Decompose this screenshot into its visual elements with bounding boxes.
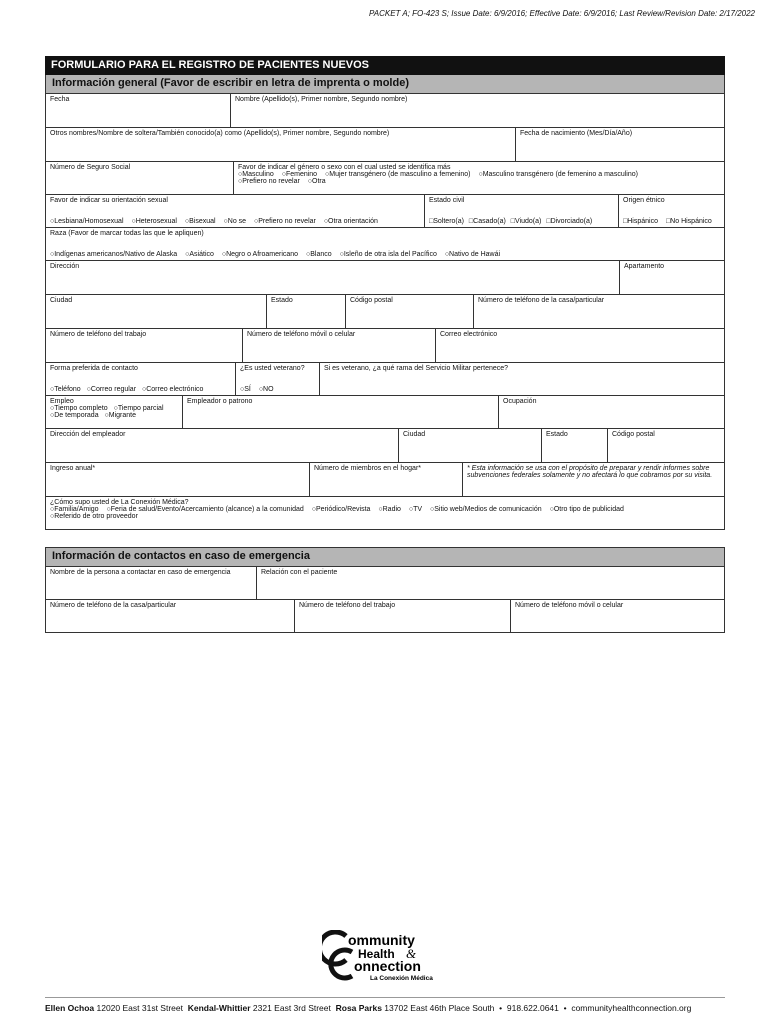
emergency-work-phone-label: Número de teléfono del trabajo (299, 602, 396, 609)
race-label: Raza (Favor de marcar todas las que le apliquen) (50, 230, 204, 237)
household-members-label: Número de miembros en el hogar* (314, 465, 421, 472)
date-label: Fecha (50, 96, 70, 103)
form-title: FORMULARIO PARA EL REGISTRO DE PACIENTES NUEVOS (45, 56, 725, 75)
orientation-option[interactable]: ○ Lesbiana/Homosexual (50, 218, 124, 225)
occupation-field[interactable] (499, 396, 724, 428)
ethnicity-label: Origen étnico (623, 197, 665, 204)
referral-option[interactable]: ○ Periódico/Revista (312, 506, 371, 513)
employment-option[interactable]: ○ Migrante (105, 412, 136, 419)
mobile-phone-field[interactable] (243, 329, 436, 362)
address-field[interactable] (46, 261, 620, 294)
other-names-field[interactable] (46, 128, 516, 161)
employment-group (46, 396, 183, 428)
name-field[interactable] (231, 94, 724, 127)
race-option[interactable]: ○ Nativo de Hawái (445, 251, 500, 258)
section-emergency-title: Información de contactos en caso de emergencia (45, 547, 725, 567)
emergency-home-phone-label: Número de teléfono de la casa/particular (50, 602, 177, 609)
city-label: Ciudad (50, 297, 73, 304)
name-label: Nombre (Apellido(s), Primer nombre, Segundo nombre) (235, 96, 408, 103)
emergency-relationship-label: Relación con el paciente (261, 569, 338, 576)
referral-source-group (46, 497, 724, 529)
apartment-field[interactable] (620, 261, 724, 294)
employer-zip-field[interactable] (608, 429, 724, 462)
employer-city-field[interactable] (399, 429, 542, 462)
footer-location-1-address: 12020 East 31st Street (96, 1003, 183, 1013)
footer-location-3-address: 13702 East 46th Place South (384, 1003, 495, 1013)
footer-location-1-name: Ellen Ochoa (45, 1003, 95, 1013)
orientation-option[interactable]: ○ Otra orientación (324, 218, 378, 225)
email-label: Correo electrónico (440, 331, 498, 338)
race-option[interactable]: ○ Indígenas americanos/Nativo de Alaska (50, 251, 177, 258)
employment-option[interactable]: ○ De temporada (50, 412, 99, 419)
orientation-option[interactable]: ○ Heterosexual (131, 218, 176, 225)
referral-option[interactable]: ○ Radio (378, 506, 401, 513)
contact-method-option[interactable]: ○ Correo regular (87, 386, 136, 393)
contact-method-group (46, 363, 236, 395)
emergency-contact-name-label: Nombre de la persona a contactar en caso de emergencia (50, 569, 231, 576)
gender-group (234, 162, 724, 194)
ethnicity-group (619, 195, 724, 227)
ssn-field[interactable] (46, 162, 234, 194)
footer-separator: • (561, 1003, 569, 1013)
employer-city-label: Ciudad (403, 431, 426, 438)
military-branch-field[interactable] (320, 363, 724, 395)
work-phone-label: Número de teléfono del trabajo (50, 331, 147, 338)
gender-option[interactable]: ○ Prefiero no revelar (238, 178, 300, 185)
contact-method-option[interactable]: ○ Teléfono (50, 386, 81, 393)
gender-option[interactable]: ○ Masculino (238, 171, 274, 178)
gender-option[interactable]: ○ Masculino transgénero (de femenino a masculino) (478, 171, 637, 178)
marital-option[interactable]: □ Viudo(a) (511, 218, 542, 225)
race-option[interactable]: ○ Isleño de otra isla del Pacífico (340, 251, 437, 258)
orientation-option[interactable]: ○ Prefiero no revelar (254, 218, 316, 225)
household-members-field[interactable] (310, 463, 463, 496)
referral-source-label: ¿Cómo supo usted de La Conexión Médica? (50, 499, 189, 506)
footer-location-2-address: 2321 East 3rd Street (252, 1003, 331, 1013)
state-field[interactable] (267, 295, 346, 328)
work-phone-field[interactable] (46, 329, 243, 362)
ethnicity-option[interactable]: □ Hispánico (623, 218, 658, 225)
race-group (46, 228, 724, 260)
zip-label: Código postal (350, 297, 393, 304)
military-branch-label: Si es veterano, ¿a qué rama del Servicio Militar pertenece? (324, 365, 509, 372)
orientation-option[interactable]: ○ No se (224, 218, 247, 225)
logo-line2: Health (358, 947, 395, 961)
employer-label: Empleador o patrono (187, 398, 253, 405)
gender-label: Favor de indicar el género o sexo con el cual usted se identifica más (238, 164, 451, 171)
employer-address-label: Dirección del empleador (50, 431, 126, 438)
race-option[interactable]: ○ Asiático (185, 251, 214, 258)
home-phone-label: Número de teléfono de la casa/particular (478, 297, 605, 304)
footer-location-3-name: Rosa Parks (335, 1003, 382, 1013)
veteran-group (236, 363, 320, 395)
marital-option[interactable]: □ Casado(a) (469, 218, 506, 225)
veteran-option[interactable]: ○ NO (259, 386, 274, 393)
ethnicity-option[interactable]: □ No Hispánico (666, 218, 712, 225)
referral-option[interactable]: ○ TV (409, 506, 422, 513)
birthdate-label: Fecha de nacimiento (Mes/Día/Año) (520, 130, 633, 137)
annual-income-label: Ingreso anual* (50, 465, 96, 472)
logo-amp: & (406, 946, 417, 961)
logo-line1: ommunity (348, 932, 415, 948)
emergency-home-phone-field[interactable] (46, 600, 295, 632)
state-label: Estado (271, 297, 293, 304)
contact-method-option[interactable]: ○ Correo electrónico (142, 386, 203, 393)
referral-option[interactable]: ○ Sitio web/Medios de comunicación (430, 506, 542, 513)
marital-option[interactable]: □ Soltero(a) (429, 218, 464, 225)
registration-form (45, 56, 725, 633)
city-field[interactable] (46, 295, 267, 328)
emergency-mobile-phone-field[interactable] (511, 600, 724, 632)
home-phone-field[interactable] (474, 295, 724, 328)
orientation-group (46, 195, 425, 227)
birthdate-field[interactable] (516, 128, 724, 161)
date-field[interactable] (46, 94, 231, 127)
referral-option[interactable]: ○ Familia/Amigo (50, 506, 99, 513)
emergency-contact-name-field[interactable] (46, 567, 257, 599)
marital-status-group (425, 195, 619, 227)
race-option[interactable]: ○ Negro o Afroamericano (222, 251, 298, 258)
footer-phone: 918.622.0641 (506, 1003, 559, 1013)
footer-separator: • (496, 1003, 505, 1013)
veteran-label: ¿Es usted veterano? (240, 365, 305, 372)
address-label: Dirección (50, 263, 80, 270)
footer-location-2-name: Kendal-Whittier (187, 1003, 251, 1013)
gender-option[interactable]: ○ Femenino (282, 171, 317, 178)
document-header: PACKET A; FO-423 S; Issue Date: 6/9/2016; Effective Date: 6/9/2016; Last Review/Revision Date: 2/17/2022 (369, 9, 755, 18)
employer-address-field[interactable] (46, 429, 399, 462)
emergency-relationship-field[interactable] (257, 567, 724, 599)
emergency-work-phone-field[interactable] (295, 600, 511, 632)
logo-tagline: La Conexión Médica (370, 975, 433, 982)
orientation-label: Favor de indicar su orientación sexual (50, 197, 168, 204)
referral-option[interactable]: ○ Referido de otro proveedor (50, 513, 138, 520)
section-general-title: Información general (Favor de escribir en letra de imprenta o molde) (45, 75, 725, 94)
employer-field[interactable] (183, 396, 499, 428)
logo-line3: onnection (354, 958, 421, 974)
mobile-phone-label: Número de teléfono móvil o celular (247, 331, 356, 338)
employer-zip-label: Código postal (612, 431, 655, 438)
zip-field[interactable] (346, 295, 474, 328)
race-option[interactable]: ○ Blanco (306, 251, 332, 258)
orientation-option[interactable]: ○ Bisexual (185, 218, 216, 225)
gender-option[interactable]: ○ Mujer transgénero (de masculino a femenino) (325, 171, 470, 178)
veteran-option[interactable]: ○ SÍ (240, 386, 251, 393)
income-note: * Esta información se usa con el propósito de preparar y rendir informes sobre subvenciones federales solamente y no afectará lo que cobramos por su visita. (467, 465, 713, 479)
footer-website-link[interactable]: communityhealthconnection.org (571, 1003, 692, 1013)
other-names-label: Otros nombres/Nombre de soltera/También conocido(a) como (Apellido(s), Primer nombre, Segundo nombre) (50, 130, 390, 137)
employer-state-field[interactable] (542, 429, 608, 462)
apartment-label: Apartamento (624, 263, 665, 270)
email-field[interactable] (436, 329, 724, 362)
community-health-connection-logo (322, 930, 452, 982)
employer-state-label: Estado (546, 431, 568, 438)
marital-status-label: Estado civil (429, 197, 465, 204)
employment-label: Empleo (50, 398, 74, 405)
employment-option[interactable]: ○ Tiempo completo (50, 405, 108, 412)
referral-option[interactable]: ○ Feria de salud/Evento/Acercamiento (alcance) a la comunidad (107, 506, 304, 513)
annual-income-field[interactable] (46, 463, 310, 496)
marital-option[interactable]: □ Divorciado(a) (546, 218, 592, 225)
ssn-label: Número de Seguro Social (50, 164, 131, 171)
emergency-mobile-phone-label: Número de teléfono móvil o celular (515, 602, 624, 609)
footer (45, 997, 725, 1013)
contact-method-label: Forma preferida de contacto (50, 365, 138, 372)
gender-option[interactable]: ○ Otra (308, 178, 326, 185)
employment-option[interactable]: ○ Tiempo parcial (114, 405, 164, 412)
referral-option[interactable]: ○ Otro tipo de publicidad (550, 506, 624, 513)
occupation-label: Ocupación (503, 398, 537, 405)
